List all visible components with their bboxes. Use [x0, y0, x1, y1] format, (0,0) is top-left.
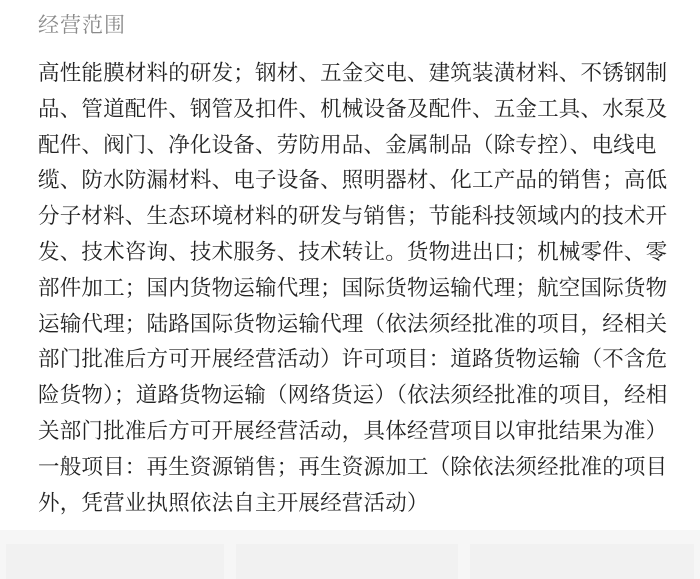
footer-block — [6, 544, 224, 579]
footer-block — [236, 544, 458, 579]
footer-band — [0, 530, 700, 579]
business-scope-text: 高性能膜材料的研发；钢材、五金交电、建筑装潢材料、不锈钢制品、管道配件、钢管及扣件、机械设备及配件、五金工具、水泵及配件、阀门、净化设备、劳防用品、金属制品（除专控）、电线电缆、防水防漏材料、电子设备、照明器材、化工产品的销售；高低分子材料、生态环境材料的研发与销售；节能科技领域内的技术开发、技术咨询、技术服务、技术转让。货物进出口；机械零件、零部件加工；国内货物运输代理；国际货物运输代理；航空国际货物运输代理；陆路国际货物运输代理（依法须经批准的项目，经相关部门批准后方可开展经营活动）许可项目：道路货物运输（不含危险货物）；道路货物运输（网络货运）（依法须经批准的项目，经相关部门批准后方可开展经营活动，具体经营项目以审批结果为准）一般项目：再生资源销售；再生资源加工（除依法须经批准的项目外，凭营业执照依法自主开展经营活动） — [38, 61, 668, 516]
section-title: 经营范围 — [38, 13, 126, 37]
footer-block — [470, 544, 694, 579]
